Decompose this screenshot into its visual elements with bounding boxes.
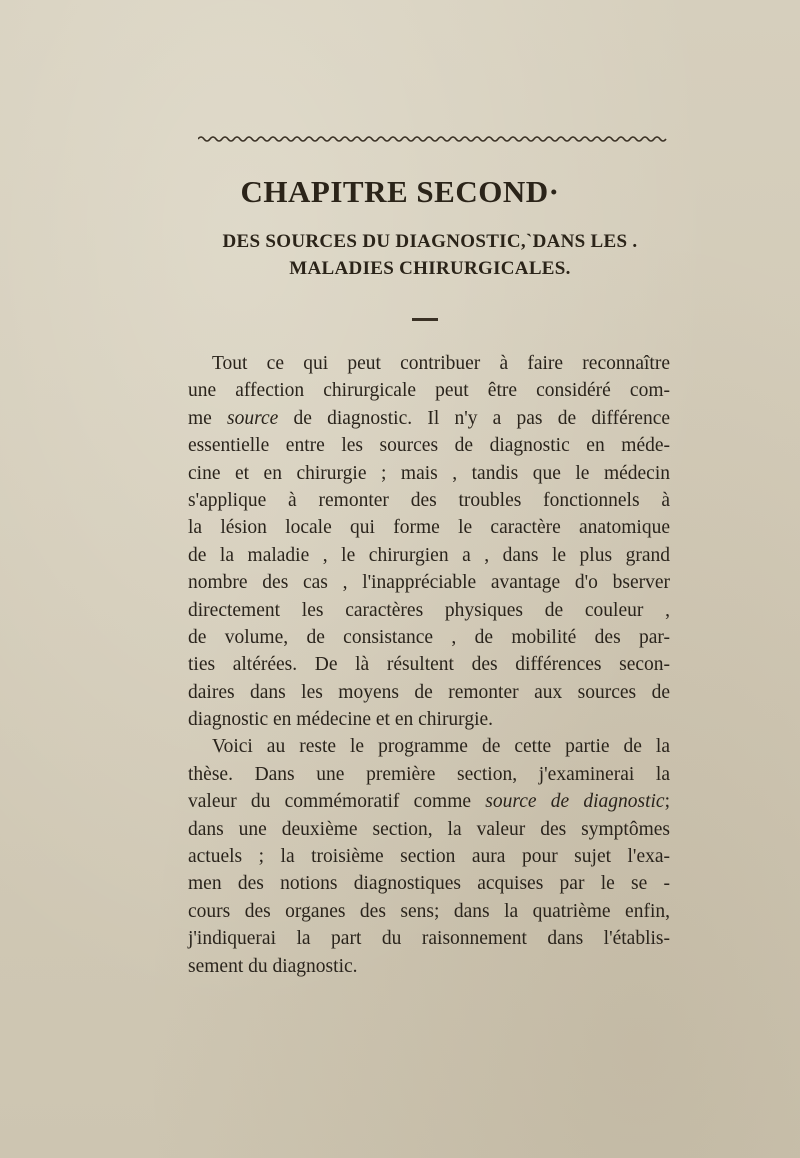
text-line: thèse. Dans une première section, j'examinerai la bbox=[188, 763, 670, 785]
text-line: essentielle entre les sources de diagnostic en méde- bbox=[188, 435, 670, 457]
paragraph-1 bbox=[188, 350, 670, 733]
text-line: nombre des cas , l'inappréciable avantage d'o bserver bbox=[188, 572, 670, 594]
text-line: s'applique à remonter des troubles fonctionnels à bbox=[188, 489, 670, 511]
text-run: me bbox=[188, 407, 228, 429]
decorative-rule bbox=[198, 134, 668, 144]
text-line: une affection chirurgicale peut être considéré com- bbox=[188, 380, 670, 402]
text-line: de volume, de consistance , de mobilité des par- bbox=[188, 626, 670, 648]
text-line: la lésion locale qui forme le caractère anatomique bbox=[188, 517, 670, 539]
italic-term: source bbox=[227, 407, 279, 429]
text-line: dans une deuxième section, la valeur des symptômes bbox=[188, 818, 670, 840]
text-run: valeur du commémoratif comme bbox=[188, 791, 486, 813]
text-line: Voici au reste le programme de cette partie de la bbox=[212, 736, 670, 758]
text-line: cours des organes des sens; dans la quatrième enfin, bbox=[188, 900, 670, 922]
paragraph-2 bbox=[188, 733, 670, 980]
body-text bbox=[188, 350, 670, 980]
subtitle-line-1: DES SOURCES DU DIAGNOSTIC,`DANS LES . bbox=[222, 231, 638, 252]
text-line bbox=[188, 788, 670, 815]
text-run: de diagnostic. Il n'y a pas de différence bbox=[278, 407, 670, 429]
text-line: ties altérées. De là résultent des différences secon- bbox=[188, 654, 670, 676]
text-line: cine et en chirurgie ; mais , tandis que le médecin bbox=[188, 462, 670, 484]
text-line: men des notions diagnostiques acquises par le se - bbox=[188, 873, 670, 895]
text-line: diagnostic en médecine et en chirurgie. bbox=[188, 709, 494, 731]
text-run: ; bbox=[664, 791, 670, 813]
chapter-subtitle bbox=[180, 228, 680, 282]
text-line: directement les caractères physiques de couleur , bbox=[188, 599, 670, 621]
chapter-title: CHAPITRE SECOND· bbox=[240, 174, 560, 209]
text-line: daires dans les moyens de remonter aux sources de bbox=[188, 681, 670, 703]
text-line: actuels ; la troisième section aura pour sujet l'exa- bbox=[188, 846, 670, 868]
text-line bbox=[188, 405, 670, 432]
subtitle-line-2: MALADIES CHIRURGICALES. bbox=[289, 258, 571, 279]
text-line: j'indiquerai la part du raisonnement dans l'établis- bbox=[188, 928, 670, 950]
text-line: de la maladie , le chirurgien a , dans le plus grand bbox=[188, 544, 670, 566]
text-line: Tout ce qui peut contribuer à faire reconnaître bbox=[212, 353, 670, 374]
italic-term: source de diagnostic bbox=[485, 791, 665, 813]
section-separator bbox=[412, 318, 438, 321]
text-line: sement du diagnostic. bbox=[188, 955, 358, 977]
